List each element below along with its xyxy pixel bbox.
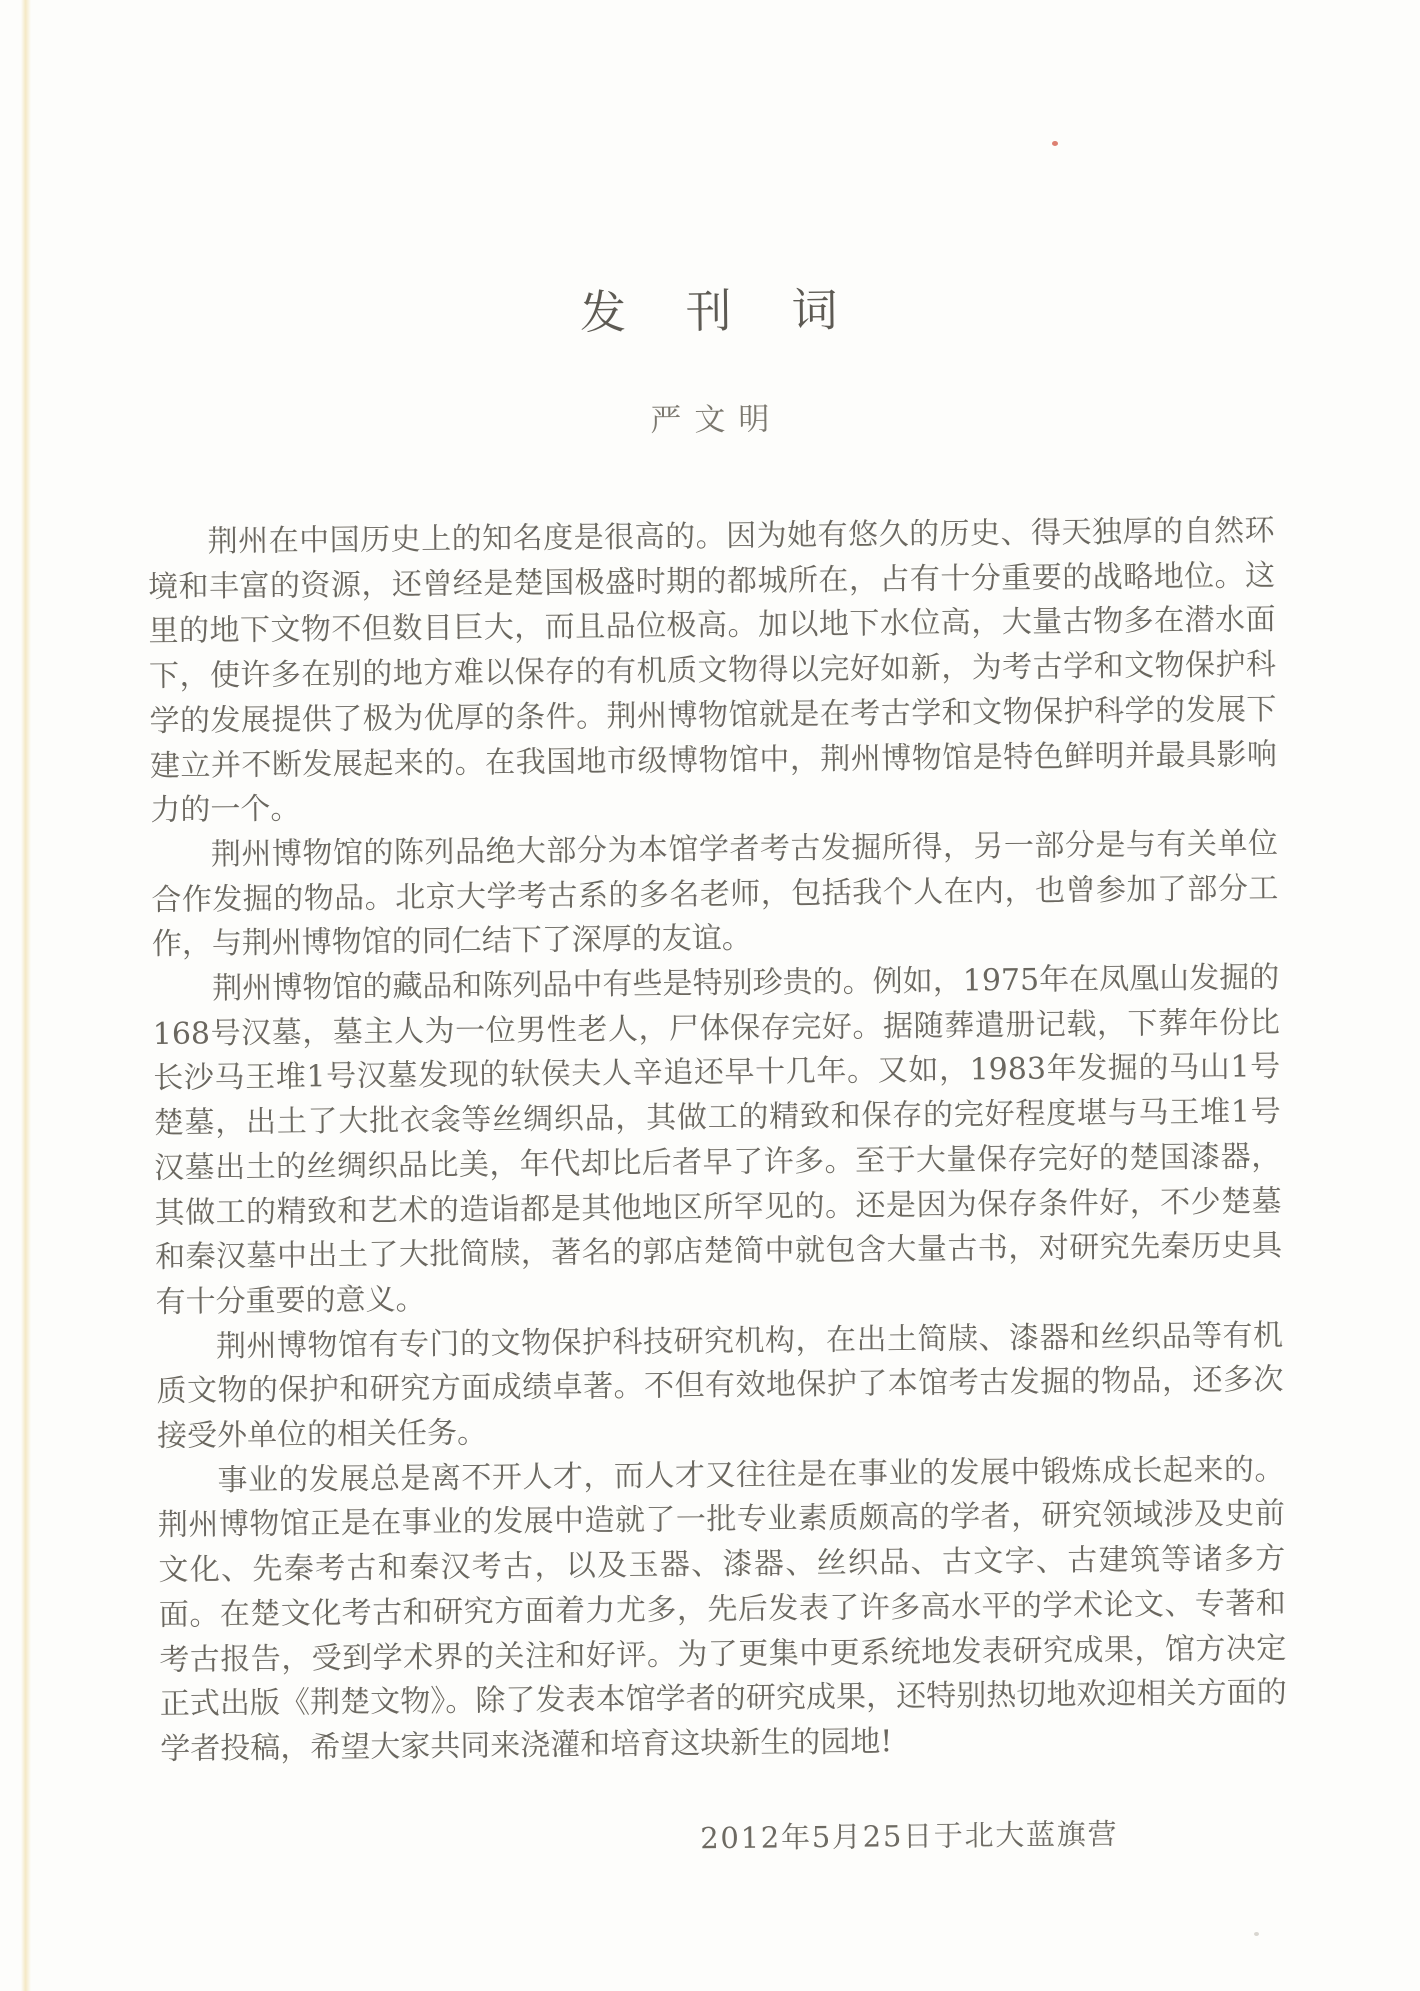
author-name: 严文明 <box>650 401 783 439</box>
document-content <box>145 279 1288 1860</box>
page-left-edge-tint <box>21 0 31 1991</box>
dateline: 2012年5月25日于北大蓝旗营 <box>700 1816 1119 1855</box>
paragraph-2: 荆州博物馆的陈列品绝大部分为本馆学者考古发掘所得，另一部分是与有关单位合作发掘的物品。北京大学考古系的多名老师，包括我个人在内，也曾参加了部分工作，与荆州博物馆的同仁结下了深厚的友谊。 <box>151 826 1279 963</box>
body-text <box>147 509 1287 1772</box>
paragraph-4: 荆州博物馆有专门的文物保护科技研究机构，在出土简牍、漆器和丝织品等有机质文物的保护和研究方面成绩卓著。不但有效地保护了本馆考古发掘的物品，还多次接受外单位的相关任务。 <box>156 1317 1284 1454</box>
paragraph-1: 荆州在中国历史上的知名度是很高的。因为她有悠久的历史、得天独厚的自然环境和丰富的资源，还曾经是楚国极盛时期的都城所在，占有十分重要的战略地位。这里的地下文物不但数目巨大，而且品位极高。加以地下水位高，大量古物多在潜水面下，使许多在别的地方难以保存的有机质文物得以完好如新，为考古学和文物保护科学的发展提供了极为优厚的条件。荆州博物馆就是在考古学和文物保护科学的发展下建立并不断发展起来的。在我国地市级博物馆中，荆州博物馆是特色鲜明并最具影响力的一个。 <box>147 513 1278 829</box>
paragraph-5: 事业的发展总是离不开人才，而人才又往往是在事业的发展中锻炼成长起来的。荆州博物馆正是在事业的发展中造就了一批专业素质颇高的学者，研究领域涉及史前文化、先秦考古和秦汉考古，以及玉器、漆器、丝织品、古文字、古建筑等诸多方面。在楚文化考古和研究方面着力尤多，先后发表了许多高水平的学术论文、专著和考古报告，受到学术界的关注和好评。为了更集中更系统地发表研究成果，馆方决定正式出版《荆楚文物》。除了发表本馆学者的研究成果，还特别热切地欢迎相关方面的学者投稿，希望大家共同来浇灌和培育这块新生的园地! <box>157 1451 1287 1767</box>
scan-artifact-gray-speck <box>1254 1932 1259 1936</box>
page-title: 发刊词 <box>579 282 898 340</box>
scan-artifact-red-dot <box>1052 141 1058 146</box>
paragraph-3: 荆州博物馆的藏品和陈列品中有些是特别珍贵的。例如，1975年在凤凰山发掘的168号汉墓，墓主人为一位男性老人，尸体保存完好。据随葬遣册记载，下葬年份比长沙马王堆1号汉墓发现的轪侯夫人辛追还早十几年。又如，1983年发掘的马山1号楚墓，出土了大批衣衾等丝绸织品，其做工的精致和保存的完好程度堪与马王堆1号汉墓出土的丝绸织品比美，年代却比后者早了许多。至于大量保存完好的楚国漆器，其做工的精致和艺术的造诣都是其他地区所罕见的。还是因为保存条件好，不少楚墓和秦汉墓中出土了大批简牍，著名的郭店楚简中就包含大量古书，对研究先秦历史具有十分重要的意义。 <box>152 960 1283 1320</box>
